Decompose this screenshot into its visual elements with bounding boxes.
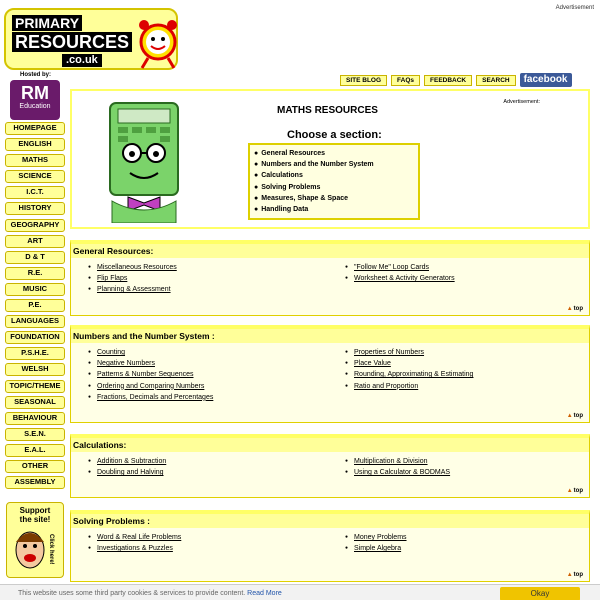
nav-geography[interactable]: GEOGRAPHY [5, 219, 65, 232]
calculator-mascot-icon [102, 101, 186, 223]
section-heading: Numbers and the Number System : [71, 329, 589, 343]
list-item[interactable]: ● Counting [83, 347, 213, 358]
solving-problems-panel [70, 510, 590, 582]
nav-pe[interactable]: P.E. [5, 299, 65, 312]
top-links-bar [340, 73, 572, 87]
facebook-button[interactable]: facebook [520, 73, 572, 87]
alarm-clock-mascot-icon [134, 16, 182, 72]
nav-maths[interactable]: MATHS [5, 154, 65, 167]
site-blog-button[interactable]: SITE BLOG [340, 75, 387, 86]
nav-pshe[interactable]: P.S.H.E. [5, 347, 65, 360]
logo-couk: .co.uk [62, 54, 102, 67]
maths-intro-panel [70, 89, 590, 229]
advertisement-label: Advertisement [555, 5, 594, 11]
list-item[interactable]: ● Place Value [340, 358, 473, 369]
subject-nav [5, 122, 65, 492]
list-item[interactable]: ● Addition & Subtraction [83, 456, 166, 467]
support-line1: Support [19, 506, 51, 515]
list-item[interactable]: ● Money Problems [340, 532, 407, 543]
nav-assembly[interactable]: ASSEMBLY [5, 476, 65, 489]
section-link-measures-shape[interactable]: ● Measures, Shape & Space [254, 193, 414, 204]
read-more-link[interactable]: Read More [247, 590, 282, 597]
nav-sen[interactable]: S.E.N. [5, 428, 65, 441]
click-here-text: Click here! [48, 534, 54, 565]
faqs-button[interactable]: FAQs [391, 75, 420, 86]
page-title: MATHS RESOURCES [277, 105, 378, 116]
section-menu [248, 143, 420, 220]
section-link-solving-problems[interactable]: ● Solving Problems [254, 182, 414, 193]
numbers-panel [70, 325, 590, 423]
cartoon-face-icon [10, 524, 60, 572]
nav-eal[interactable]: E.A.L. [5, 444, 65, 457]
okay-button[interactable]: Okay [500, 587, 580, 600]
back-to-top-link[interactable]: ▲ top [567, 572, 583, 578]
section-link-handling-data[interactable]: ● Handling Data [254, 204, 414, 215]
logo-resources: RESOURCES [12, 32, 132, 52]
section-link-general[interactable]: ● General Resources [254, 148, 414, 159]
nav-ict[interactable]: I.C.T. [5, 186, 65, 199]
back-to-top-link[interactable]: ▲ top [567, 413, 583, 419]
section-link-numbers[interactable]: ● Numbers and the Number System [254, 159, 414, 170]
nav-seasonal[interactable]: SEASONAL [5, 396, 65, 409]
list-item[interactable]: ● Miscellaneous Resources [83, 262, 177, 273]
list-item[interactable]: ● Simple Algebra [340, 543, 407, 554]
list-item[interactable]: ● Ratio and Proportion [340, 381, 473, 392]
cookie-banner [0, 584, 600, 600]
list-item[interactable]: ● Patterns & Number Sequences [83, 369, 213, 380]
nav-english[interactable]: ENGLISH [5, 138, 65, 151]
nav-homepage[interactable]: HOMEPAGE [5, 122, 65, 135]
nav-dt[interactable]: D & T [5, 251, 65, 264]
feedback-button[interactable]: FEEDBACK [424, 75, 472, 86]
nav-languages[interactable]: LANGUAGES [5, 315, 65, 328]
support-line2: the site! [19, 515, 51, 524]
search-button[interactable]: SEARCH [476, 75, 515, 86]
hosted-by-label: Hosted by: [20, 72, 52, 78]
list-item[interactable]: ● Worksheet & Activity Generators [340, 273, 455, 284]
calculations-panel [70, 434, 590, 498]
list-item[interactable]: ● Ordering and Comparing Numbers [83, 381, 213, 392]
logo-primary: PRIMARY [12, 15, 82, 31]
general-resources-panel [70, 240, 590, 316]
list-item[interactable]: ● Properties of Numbers [340, 347, 473, 358]
list-item[interactable]: ● Word & Real Life Problems [83, 532, 181, 543]
support-the-site-button[interactable] [6, 502, 64, 578]
list-item[interactable]: ● Negative Numbers [83, 358, 213, 369]
list-item[interactable]: ● Rounding, Approximating & Estimating [340, 369, 473, 380]
list-item[interactable]: ● Doubling and Halving [83, 467, 166, 478]
rm-logo-text: RM [21, 83, 49, 103]
list-item[interactable]: ● Multiplication & Division [340, 456, 450, 467]
nav-music[interactable]: MUSIC [5, 283, 65, 296]
rm-education-logo[interactable] [10, 80, 60, 120]
choose-section-heading: Choose a section: [287, 129, 382, 141]
list-item[interactable]: ● "Follow Me" Loop Cards [340, 262, 455, 273]
nav-topic-theme[interactable]: TOPIC/THEME [5, 380, 65, 393]
cookie-text: This website uses some third party cookies & services to provide content. [18, 590, 246, 597]
nav-welsh[interactable]: WELSH [5, 363, 65, 376]
back-to-top-link[interactable]: ▲ top [567, 488, 583, 494]
advertisement-label: Advertisement: [503, 99, 540, 105]
section-heading: Solving Problems : [71, 514, 589, 528]
section-heading: Calculations: [71, 438, 589, 452]
section-heading: General Resources: [71, 244, 589, 258]
nav-re[interactable]: R.E. [5, 267, 65, 280]
nav-other[interactable]: OTHER [5, 460, 65, 473]
site-logo[interactable] [4, 8, 178, 70]
list-item[interactable]: ● Using a Calculator & BODMAS [340, 467, 450, 478]
back-to-top-link[interactable]: ▲ top [567, 306, 583, 312]
list-item[interactable]: ● Fractions, Decimals and Percentages [83, 392, 213, 403]
rm-logo-subtext: Education [19, 103, 51, 110]
nav-foundation[interactable]: FOUNDATION [5, 331, 65, 344]
list-item[interactable]: ● Flip Flaps [83, 273, 177, 284]
nav-art[interactable]: ART [5, 235, 65, 248]
nav-science[interactable]: SCIENCE [5, 170, 65, 183]
section-link-calculations[interactable]: ● Calculations [254, 170, 414, 181]
list-item[interactable]: ● Planning & Assessment [83, 284, 177, 295]
nav-behaviour[interactable]: BEHAVIOUR [5, 412, 65, 425]
list-item[interactable]: ● Investigations & Puzzles [83, 543, 181, 554]
nav-history[interactable]: HISTORY [5, 202, 65, 215]
